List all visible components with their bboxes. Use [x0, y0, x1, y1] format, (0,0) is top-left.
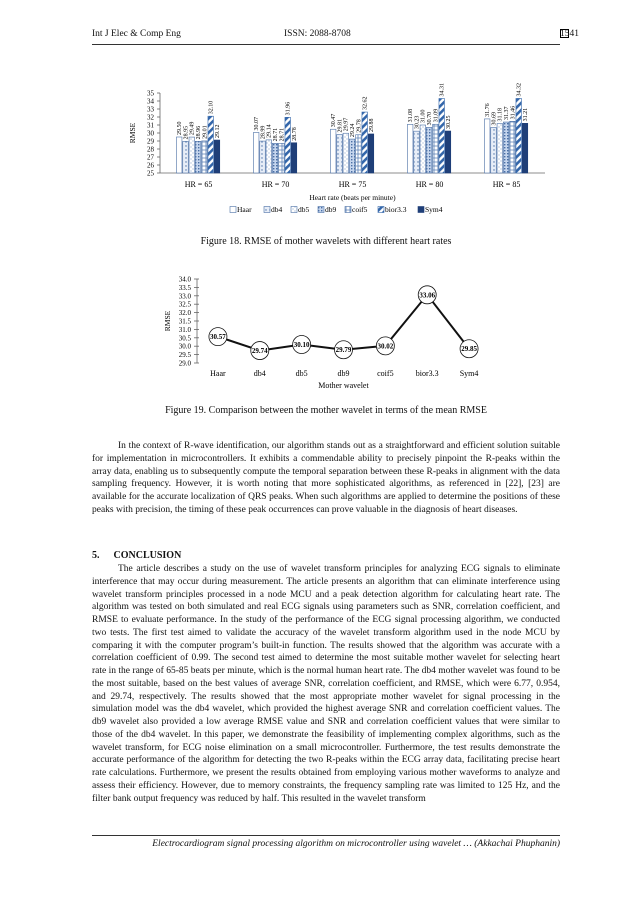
figure-19-chart	[0, 0, 638, 400]
bar-value-label: 30.25	[445, 115, 452, 129]
y-tick-label: 26	[147, 161, 154, 170]
legend-label: bior3.3	[385, 205, 407, 214]
bar-value-label: 31.96	[285, 101, 292, 116]
data-label: 30.10	[293, 341, 310, 350]
bar-value-label: 30.23	[414, 115, 421, 130]
y-tick-label: 27	[147, 153, 154, 162]
bar-value-label: 28.95	[183, 125, 190, 140]
page-header: Int J Elec & Comp Eng ISSN: 2088-8708 1541	[92, 29, 579, 39]
legend-label: db5	[298, 205, 310, 214]
x-category-label: bior3.3	[415, 369, 439, 378]
bar-value-label: 30.07	[254, 116, 261, 131]
bar-value-label: 29.81	[337, 119, 344, 133]
section-heading: 5. CONCLUSION	[92, 550, 182, 561]
bar-value-label: 28.78	[291, 127, 298, 141]
y-tick-label: 33.5	[178, 283, 191, 292]
bar-value-label: 32.62	[362, 96, 369, 111]
bar-value-label: 29.01	[202, 125, 209, 139]
data-label: 30.02	[377, 342, 394, 351]
bar-value-label: 31.18	[497, 108, 504, 122]
legend-label: db9	[325, 205, 337, 214]
y-tick-label: 32.5	[178, 300, 191, 309]
y-tick-label: 25	[147, 169, 154, 178]
bar-value-label: 30.70	[427, 111, 433, 126]
figure-18-caption: Figure 18. RMSE of mother wavelets with different heart rates	[200, 236, 452, 247]
body-paragraph-1: In the context of R-wave identification, our algorithm stands out as a straightforward and efficient solution suitable for implementation in microcontrollers. It exhibits a commendable ability to precisely pinpoint the R-peaks within the array data, enabling us to subsequently compute the temporal separation between these R-peaks in alignment with the data sampling frequency. However, it is worth noting that more sophisticated algorithms, as referenced in [22], [23] are available for the accurate localization of QRS peaks. When such algorithms are applied to determine the positions of these peaks with precision, the timing of these peak occurrences can prove valuable in the diagnosis of heart diseases.	[92, 441, 560, 515]
x-axis-label: Mother wavelet	[318, 381, 369, 390]
bar-value-label: 31.00	[420, 109, 427, 123]
bar-value-label: 29.97	[343, 117, 350, 132]
page-footer: Electrocardiogram signal processing algorithm on microcontroller using wavelet … (Akkachai Phuphanin)	[152, 839, 560, 849]
y-tick-label: 30.5	[178, 334, 191, 343]
data-label: 29.74	[251, 347, 268, 356]
bar-value-label: 34.31	[439, 83, 446, 97]
x-category-label: coif5	[377, 369, 394, 378]
x-category-label: db5	[295, 369, 308, 378]
bar-value-label: 30.47	[331, 113, 338, 128]
legend-label: Sym4	[425, 205, 443, 214]
data-label: 30.57	[210, 333, 226, 342]
x-category-label: db9	[337, 369, 350, 378]
y-tick-label: 34	[147, 97, 154, 106]
data-label: 33.06	[419, 291, 436, 300]
bar-value-label: 31.46	[510, 105, 517, 120]
y-tick-label: 33.0	[178, 292, 191, 301]
y-tick-label: 33	[147, 105, 154, 114]
y-tick-label: 35	[147, 89, 154, 98]
x-category-label: Haar	[210, 369, 226, 378]
y-tick-label: 31.0	[178, 325, 191, 334]
y-tick-label: 32	[147, 113, 154, 122]
y-axis-label: RMSE	[163, 310, 172, 332]
x-category-label: HR = 80	[415, 180, 444, 189]
x-category-label: Sym4	[459, 369, 479, 378]
bar-value-label: 28.96	[196, 125, 202, 140]
y-tick-label: 30	[147, 129, 154, 138]
x-axis-label: Heart rate (beats per minute)	[309, 193, 396, 202]
x-category-label: HR = 75	[338, 180, 367, 189]
legend-label: db4	[271, 205, 283, 214]
bar-value-label: 29.12	[214, 124, 221, 139]
x-category-label: HR = 65	[184, 180, 213, 189]
y-tick-label: 31.5	[178, 317, 191, 326]
figure-19-caption: Figure 19. Comparison between the mother wavelet in terms of the mean RMSE	[165, 405, 487, 416]
y-tick-label: 29.0	[178, 359, 191, 368]
bar-value-label: 34.32	[516, 82, 523, 97]
bar-value-label: 31.09	[433, 108, 440, 123]
journal-name: Int J Elec & Comp Eng	[92, 29, 181, 39]
bar-value-label: 29.49	[189, 121, 196, 136]
y-tick-label: 30.0	[178, 342, 191, 351]
footer-rule	[92, 835, 560, 836]
bar-value-label: 28.99	[260, 125, 267, 140]
y-tick-label: 29	[147, 137, 154, 146]
y-tick-label: 32.0	[178, 309, 191, 318]
bar-value-label: 29.24	[350, 123, 356, 138]
bar-value-label: 31.37	[504, 106, 510, 121]
x-category-label: HR = 85	[492, 180, 521, 189]
x-category-label: HR = 70	[261, 180, 290, 189]
bar-value-label: 31.21	[522, 107, 529, 122]
bar-value-label: 29.78	[356, 119, 363, 133]
bar-value-label: 29.88	[368, 118, 375, 132]
bar-value-label: 28.71	[279, 127, 286, 142]
y-tick-label: 28	[147, 145, 154, 154]
x-category-label: db4	[253, 369, 266, 378]
y-axis-label: RMSE	[128, 122, 137, 144]
issn: ISSN: 2088-8708	[284, 29, 351, 39]
bar-value-label: 32.10	[208, 100, 215, 115]
data-label: 29.79	[335, 346, 352, 355]
body-paragraph-2: The article describes a study on the use of wavelet transform principles for analyzing ECG signals to eliminate interference that may occur during measurement. The article presents an algorithm that can eliminate interference using wavelet transform principles processed in a node MCU and a peak detection algorithm for calculating heart rate. The algorithm was tested on both simulated and real ECG signals using parameters such as SNR, correlation coefficient, and RMSE to evaluate performance. In the study of the performance of the ECG signal processing algorithm, we conducted two tests. The first test aimed to validate the accuracy of the wavelet transform algorithm used in the node MCU by comparing it with the computer program’s built-in function. The results showed that the algorithm was accurate with a correlation coefficient of 0.99. The second test aimed to determine the most suitable mother wavelet for selecting heart rate in the range of 65-85 beats per minute, which is the normal human heart rate. The db4 mother wavelet was found to be the most suitable, based on the best values of average SNR, correlation coefficient, and RMSE, which were 6.77, 0.954, and 29.74, respectively. The results showed that the most appropriate mother wavelet for signal processing in the simulation model was the db4 wavelet, which provided the highest average SNR and correlation coefficient values. The db9 wavelet also provided a low average RMSE value and SNR and correlation coefficient values that were similar to those of the db4 wavelet. In this paper, we demonstrate the feasibility of implementing complex algorithms, such as the wavelet transform, for ECG noise elimination on a small microcontroller. Furthermore, the test results demonstrate the accurate performance of the algorithm for detecting the two R-peaks within the ECG array data, facilitating precise heart rate calculations. Furthermore, we present the results obtained from employing various mother waveforms to analyze and assess their efficiency. However, due to memory constraints, the frequency sampling rate was limited to 125 Hz, and the filter bank output frequency was reduced by half. This resulted in the wavelet transform	[92, 564, 560, 804]
bar-value-label: 31.76	[485, 103, 492, 117]
bar-value-label: 31.08	[408, 108, 415, 123]
y-tick-label: 34.0	[178, 275, 191, 284]
bar-value-label: 29.50	[177, 121, 184, 135]
legend-label: Haar	[237, 205, 252, 214]
y-tick-label: 29.5	[178, 351, 191, 360]
data-label: 29.85	[461, 345, 477, 354]
bar-value-label: 29.14	[266, 124, 273, 138]
bar-value-label: 28.71	[273, 127, 279, 142]
bar-value-label: 30.69	[491, 111, 498, 126]
y-tick-label: 31	[147, 121, 154, 130]
legend-label: coif5	[352, 205, 368, 214]
